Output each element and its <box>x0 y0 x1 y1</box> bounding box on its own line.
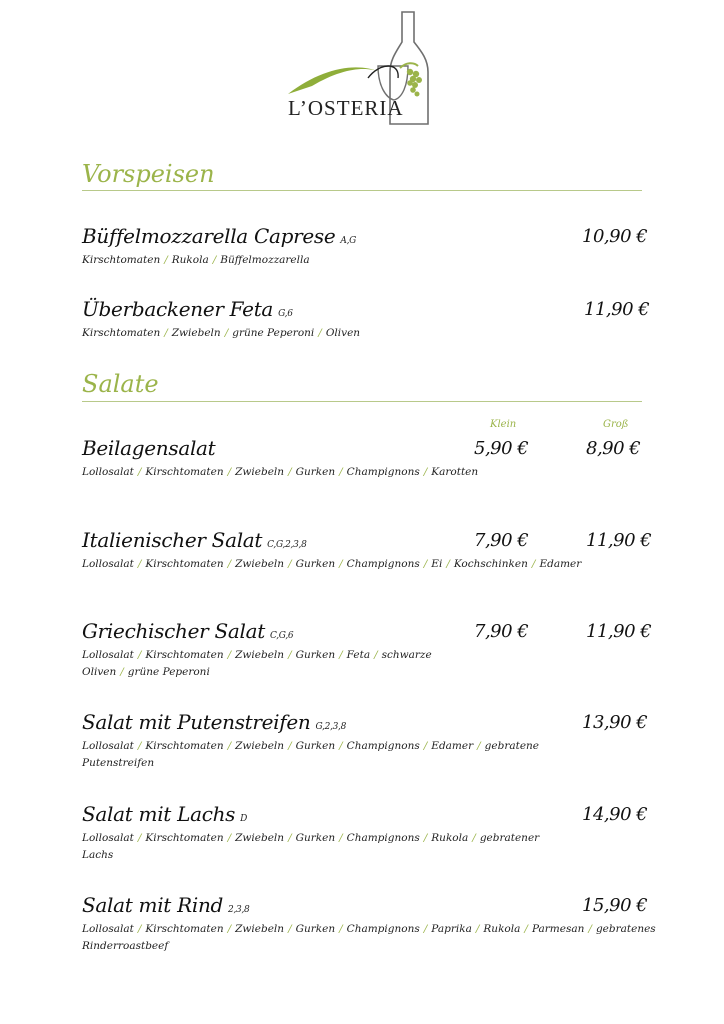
separator-slash: / <box>227 832 232 844</box>
separator-slash: / <box>339 649 343 661</box>
item-price: 15,90 € <box>582 895 648 916</box>
menu-item <box>82 436 642 481</box>
item-description <box>82 647 432 681</box>
separator-slash: / <box>137 740 142 752</box>
separator-slash: / <box>446 558 450 570</box>
ingredient: Rukola <box>171 254 209 266</box>
menu-item <box>82 224 648 269</box>
item-description <box>82 738 540 772</box>
ingredient: Zwiebeln <box>171 327 221 339</box>
ingredient: Champignons <box>346 466 420 478</box>
separator-slash: / <box>423 923 428 935</box>
separator-slash: / <box>137 466 142 478</box>
ingredient: Karotten <box>431 466 479 478</box>
item-description <box>82 252 427 269</box>
ingredient: Zwiebeln <box>235 649 285 661</box>
separator-slash: / <box>164 254 168 266</box>
separator-slash: / <box>475 923 480 935</box>
item-description <box>82 556 582 573</box>
separator-slash: / <box>164 327 168 339</box>
menu-item <box>82 297 650 342</box>
item-price-small: 7,90 € <box>474 621 529 642</box>
separator-slash: / <box>288 923 292 935</box>
ingredient: grüne Peperoni <box>127 666 210 678</box>
separator-slash: / <box>227 740 232 752</box>
ingredient: Parmesan <box>531 923 585 935</box>
section-divider <box>82 401 642 402</box>
ingredient: Zwiebeln <box>235 832 285 844</box>
ingredient: Zwiebeln <box>235 466 285 478</box>
ingredient: Kirschtomaten <box>82 327 161 339</box>
logo-text: L’OSTERIA <box>288 96 404 120</box>
separator-slash: / <box>288 649 292 661</box>
item-price: 13,90 € <box>582 712 648 733</box>
separator-slash: / <box>339 466 343 478</box>
separator-slash: / <box>212 254 217 266</box>
item-allergens: C,G,6 <box>269 631 294 641</box>
ingredient: Kirschtomaten <box>145 649 224 661</box>
item-price-large: 8,90 € <box>586 438 641 459</box>
ingredient: Gurken <box>295 466 336 478</box>
ingredient: Champignons <box>346 832 420 844</box>
separator-slash: / <box>339 923 343 935</box>
ingredient: Gurken <box>295 649 336 661</box>
ingredient: Kirschtomaten <box>145 466 224 478</box>
separator-slash: / <box>288 558 292 570</box>
ingredient: Kirschtomaten <box>145 558 224 570</box>
ingredient: Feta <box>346 649 371 661</box>
item-name: Salat mit Rind 2,3,8 <box>82 893 250 917</box>
separator-slash: / <box>339 832 343 844</box>
ingredient: Lollosalat <box>82 740 134 752</box>
ingredient: Champignons <box>346 558 420 570</box>
ingredient: gebratener Lachs <box>82 832 540 861</box>
ingredient: Kochschinken <box>453 558 528 570</box>
ingredient: gebratene Putenstreifen <box>82 740 540 769</box>
item-name: Italienischer Salat C,G,2,3,8 <box>82 528 307 552</box>
separator-slash: / <box>288 832 292 844</box>
ingredient: Ei <box>431 558 443 570</box>
item-name: Beilagensalat <box>82 436 216 460</box>
ingredient: schwarze Oliven <box>82 649 432 678</box>
separator-slash: / <box>374 649 378 661</box>
separator-slash: / <box>477 740 481 752</box>
separator-slash: / <box>318 327 322 339</box>
separator-slash: / <box>120 666 124 678</box>
ingredient: Zwiebeln <box>235 740 285 752</box>
ingredient: Kirschtomaten <box>145 923 224 935</box>
item-name: Überbackener Feta G,6 <box>82 297 293 321</box>
ingredient: Rukola <box>483 923 521 935</box>
ingredient: Gurken <box>295 923 336 935</box>
menu-item <box>82 710 648 772</box>
separator-slash: / <box>472 832 476 844</box>
item-name: Büffelmozzarella Caprese A,G <box>82 224 357 248</box>
item-allergens: C,G,2,3,8 <box>267 540 307 550</box>
item-allergens: G,6 <box>278 309 293 319</box>
separator-slash: / <box>137 558 142 570</box>
ingredient: Gurken <box>295 740 336 752</box>
separator-slash: / <box>524 923 528 935</box>
ingredient: Lollosalat <box>82 923 134 935</box>
item-description <box>82 464 479 481</box>
separator-slash: / <box>227 558 232 570</box>
section-title-vorspeisen: Vorspeisen <box>82 160 215 188</box>
ingredient: Büffelmozzarella <box>220 254 310 266</box>
size-label-large: Groß <box>603 419 629 430</box>
separator-slash: / <box>423 740 428 752</box>
item-price: 10,90 € <box>582 226 648 247</box>
separator-slash: / <box>137 923 142 935</box>
ingredient: Paprika <box>431 923 472 935</box>
ingredient: Oliven <box>325 327 361 339</box>
ingredient: Lollosalat <box>82 832 134 844</box>
separator-slash: / <box>339 558 343 570</box>
item-price-small: 5,90 € <box>474 438 529 459</box>
separator-slash: / <box>423 466 428 478</box>
separator-slash: / <box>227 649 232 661</box>
ingredient: Gurken <box>295 558 336 570</box>
separator-slash: / <box>423 558 428 570</box>
menu-item <box>82 893 656 955</box>
item-allergens: D <box>240 814 248 824</box>
ingredient: Champignons <box>346 740 420 752</box>
ingredient: Edamer <box>539 558 582 570</box>
item-description <box>82 325 427 342</box>
ingredient: Rukola <box>431 832 469 844</box>
item-price-large: 11,90 € <box>586 530 652 551</box>
ingredient: Lollosalat <box>82 466 134 478</box>
separator-slash: / <box>288 740 292 752</box>
separator-slash: / <box>224 327 229 339</box>
separator-slash: / <box>531 558 536 570</box>
separator-slash: / <box>288 466 292 478</box>
ingredient: Zwiebeln <box>235 923 285 935</box>
restaurant-logo <box>282 8 442 130</box>
separator-slash: / <box>423 832 428 844</box>
ingredient: Kirschtomaten <box>145 832 224 844</box>
ingredient: Zwiebeln <box>235 558 285 570</box>
separator-slash: / <box>137 649 142 661</box>
item-price: 11,90 € <box>584 299 650 320</box>
separator-slash: / <box>137 832 142 844</box>
ingredient: Champignons <box>346 923 420 935</box>
item-name: Salat mit Lachs D <box>82 802 248 826</box>
item-description <box>82 830 540 864</box>
menu-item <box>82 802 648 864</box>
ingredient: Lollosalat <box>82 558 134 570</box>
ingredient: grüne Peperoni <box>232 327 315 339</box>
item-price-large: 11,90 € <box>586 621 652 642</box>
item-allergens: 2,3,8 <box>228 905 250 915</box>
section-title-salate: Salate <box>82 370 159 398</box>
item-description <box>82 921 656 955</box>
separator-slash: / <box>227 923 232 935</box>
section-divider <box>82 190 642 191</box>
item-price-small: 7,90 € <box>474 530 529 551</box>
separator-slash: / <box>227 466 232 478</box>
size-label-small: Klein <box>490 419 517 430</box>
ingredient: Lollosalat <box>82 649 134 661</box>
menu-item <box>82 619 652 681</box>
ingredient: gebratenes Rinderroastbeef <box>82 923 656 952</box>
item-allergens: G,2,3,8 <box>315 722 347 732</box>
ingredient: Kirschtomaten <box>145 740 224 752</box>
ingredient: Edamer <box>431 740 474 752</box>
item-name: Griechischer Salat C,G,6 <box>82 619 294 643</box>
item-allergens: A,G <box>340 236 357 246</box>
ingredient: Kirschtomaten <box>82 254 161 266</box>
separator-slash: / <box>588 923 592 935</box>
item-price: 14,90 € <box>582 804 648 825</box>
separator-slash: / <box>339 740 343 752</box>
menu-item <box>82 528 652 573</box>
item-name: Salat mit Putenstreifen G,2,3,8 <box>82 710 347 734</box>
ingredient: Gurken <box>295 832 336 844</box>
